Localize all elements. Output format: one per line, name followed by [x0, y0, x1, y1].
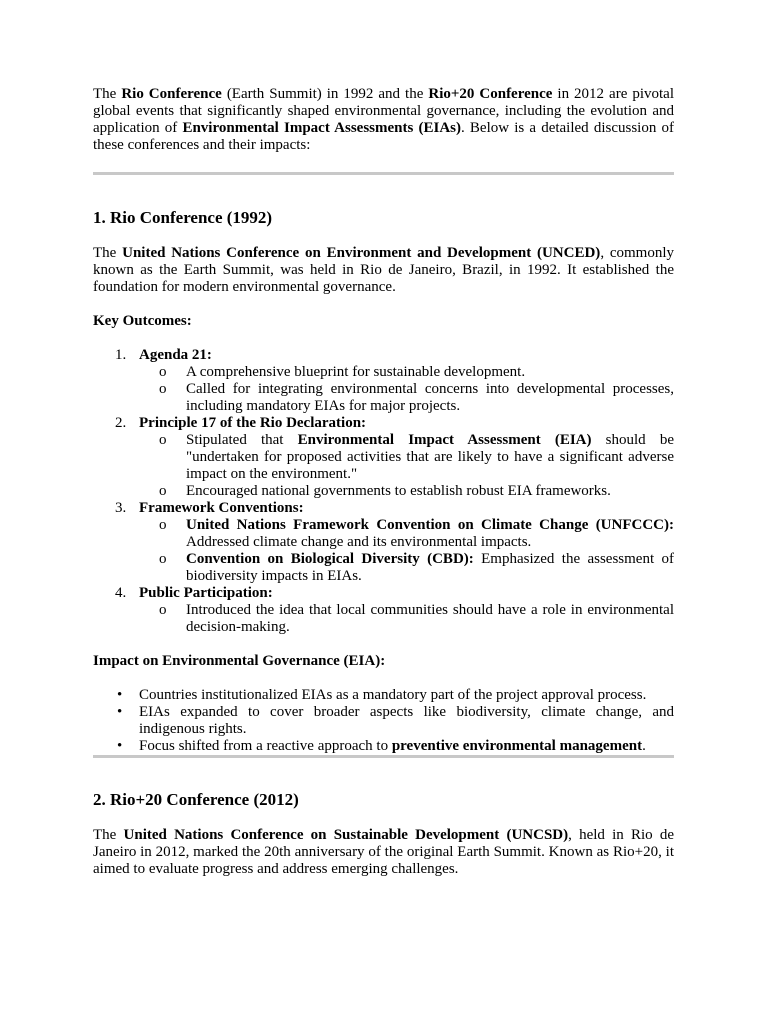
- outcome-title: Principle 17 of the Rio Declaration:: [139, 415, 367, 431]
- intro-text: in 2012 are pivotal global events that significantly shaped environmental governance, including the evolution and application of: [93, 86, 674, 136]
- outcome-subitem: [139, 432, 674, 483]
- impact-item: [93, 687, 674, 704]
- bullet-marker: •: [117, 704, 123, 720]
- section2-heading: 2. Rio+20 Conference (2012): [93, 790, 299, 809]
- outcome-sublist: [139, 364, 674, 415]
- intro-paragraph: [93, 86, 674, 154]
- intro-text: The: [93, 86, 122, 102]
- intro-bold-rio: Rio Conference: [121, 86, 222, 102]
- impact-bold: preventive environmental management: [391, 738, 643, 754]
- section2-text: The: [93, 827, 124, 843]
- sub-bullet-marker: o: [159, 551, 167, 567]
- horizontal-divider: [93, 755, 674, 758]
- section1-text: The: [93, 245, 123, 261]
- section1-heading: 1. Rio Conference (1992): [93, 208, 273, 227]
- subitem-bold: Convention on Biological Diversity (CBD):: [186, 551, 474, 567]
- outcome-number: 3.: [115, 500, 127, 516]
- subitem-bold: United Nations Framework Convention on Climate Change (UNFCCC):: [186, 517, 674, 533]
- outcome-subitem: [139, 364, 674, 381]
- outcome-item: [93, 500, 674, 585]
- outcomes-list: [93, 347, 674, 636]
- impact-text: .: [642, 738, 646, 754]
- outcome-title: Framework Conventions:: [139, 500, 304, 516]
- outcome-number: 4.: [115, 585, 127, 601]
- outcome-subitem: [139, 517, 674, 551]
- section2-text: , held in Rio de Janeiro in 2012, marked the 20th anniversary of the original Earth Summit. Known as Rio+20, it aimed to evaluate progress and address emerging challenges.: [93, 827, 674, 877]
- subitem-text: should be "undertaken for proposed activities that are likely to have a significant adverse impact on the environment.": [186, 432, 674, 482]
- impact-item: [93, 704, 674, 738]
- outcome-title: Public Participation:: [139, 585, 273, 601]
- sub-bullet-marker: o: [159, 364, 167, 380]
- subitem-bold: Environmental Impact Assessment (EIA): [297, 432, 592, 448]
- impact-list: [93, 687, 674, 755]
- outcome-subitem: [139, 483, 674, 500]
- intro-text: . Below is a detailed discussion of these conferences and their impacts:: [93, 120, 674, 153]
- outcome-title: Agenda 21:: [139, 347, 212, 363]
- outcome-subitem: [139, 381, 674, 415]
- outcome-subitem: [139, 551, 674, 585]
- subitem-text: Introduced the idea that local communities should have a role in environmental decision-making.: [186, 602, 674, 635]
- sub-bullet-marker: o: [159, 517, 167, 533]
- sub-bullet-marker: o: [159, 483, 167, 499]
- intro-bold-eia: Environmental Impact Assessments (EIAs): [182, 120, 461, 136]
- outcome-item: [93, 347, 674, 415]
- impact-text: EIAs expanded to cover broader aspects like biodiversity, climate change, and indigenous rights.: [139, 704, 674, 737]
- subitem-text: A comprehensive blueprint for sustainable development.: [186, 364, 526, 380]
- impact-item: [93, 738, 674, 755]
- impact-text: Focus shifted from a reactive approach to: [139, 738, 392, 754]
- outcome-sublist: [139, 517, 674, 585]
- sub-bullet-marker: o: [159, 381, 167, 397]
- section1-text: , commonly known as the Earth Summit, was held in Rio de Janeiro, Brazil, in 1992. It established the foundation for modern environmental governance.: [93, 245, 674, 295]
- impact-heading: Impact on Environmental Governance (EIA):: [93, 653, 386, 669]
- section1-bold-unced: United Nations Conference on Environment and Development (UNCED): [122, 245, 601, 261]
- outcome-number: 2.: [115, 415, 127, 431]
- subitem-text: Addressed climate change and its environmental impacts.: [186, 534, 532, 550]
- document-page: [93, 86, 674, 878]
- bullet-marker: •: [117, 687, 123, 703]
- subitem-text: Called for integrating environmental concerns into developmental processes, including mandatory EIAs for major projects.: [186, 381, 674, 414]
- outcome-sublist: [139, 432, 674, 500]
- outcome-item: [93, 415, 674, 500]
- intro-bold-rio20: Rio+20 Conference: [428, 86, 553, 102]
- subitem-text: Encouraged national governments to establish robust EIA frameworks.: [186, 483, 611, 499]
- outcome-sublist: [139, 602, 674, 636]
- impact-text: Countries institutionalized EIAs as a mandatory part of the project approval process.: [139, 687, 647, 703]
- intro-text: (Earth Summit) in 1992 and the: [221, 86, 429, 102]
- outcome-subitem: [139, 602, 674, 636]
- outcome-item: [93, 585, 674, 636]
- sub-bullet-marker: o: [159, 432, 167, 448]
- key-outcomes-heading: Key Outcomes:: [93, 313, 192, 329]
- subitem-text: Emphasized the assessment of biodiversity impacts in EIAs.: [186, 551, 674, 584]
- section2-bold-uncsd: United Nations Conference on Sustainable Development (UNCSD): [123, 827, 569, 843]
- section2-paragraph: [93, 827, 674, 878]
- bullet-marker: •: [117, 738, 123, 754]
- sub-bullet-marker: o: [159, 602, 167, 618]
- subitem-text: Stipulated that: [186, 432, 298, 448]
- outcome-number: 1.: [115, 347, 127, 363]
- section1-paragraph: [93, 245, 674, 296]
- horizontal-divider: [93, 172, 674, 175]
